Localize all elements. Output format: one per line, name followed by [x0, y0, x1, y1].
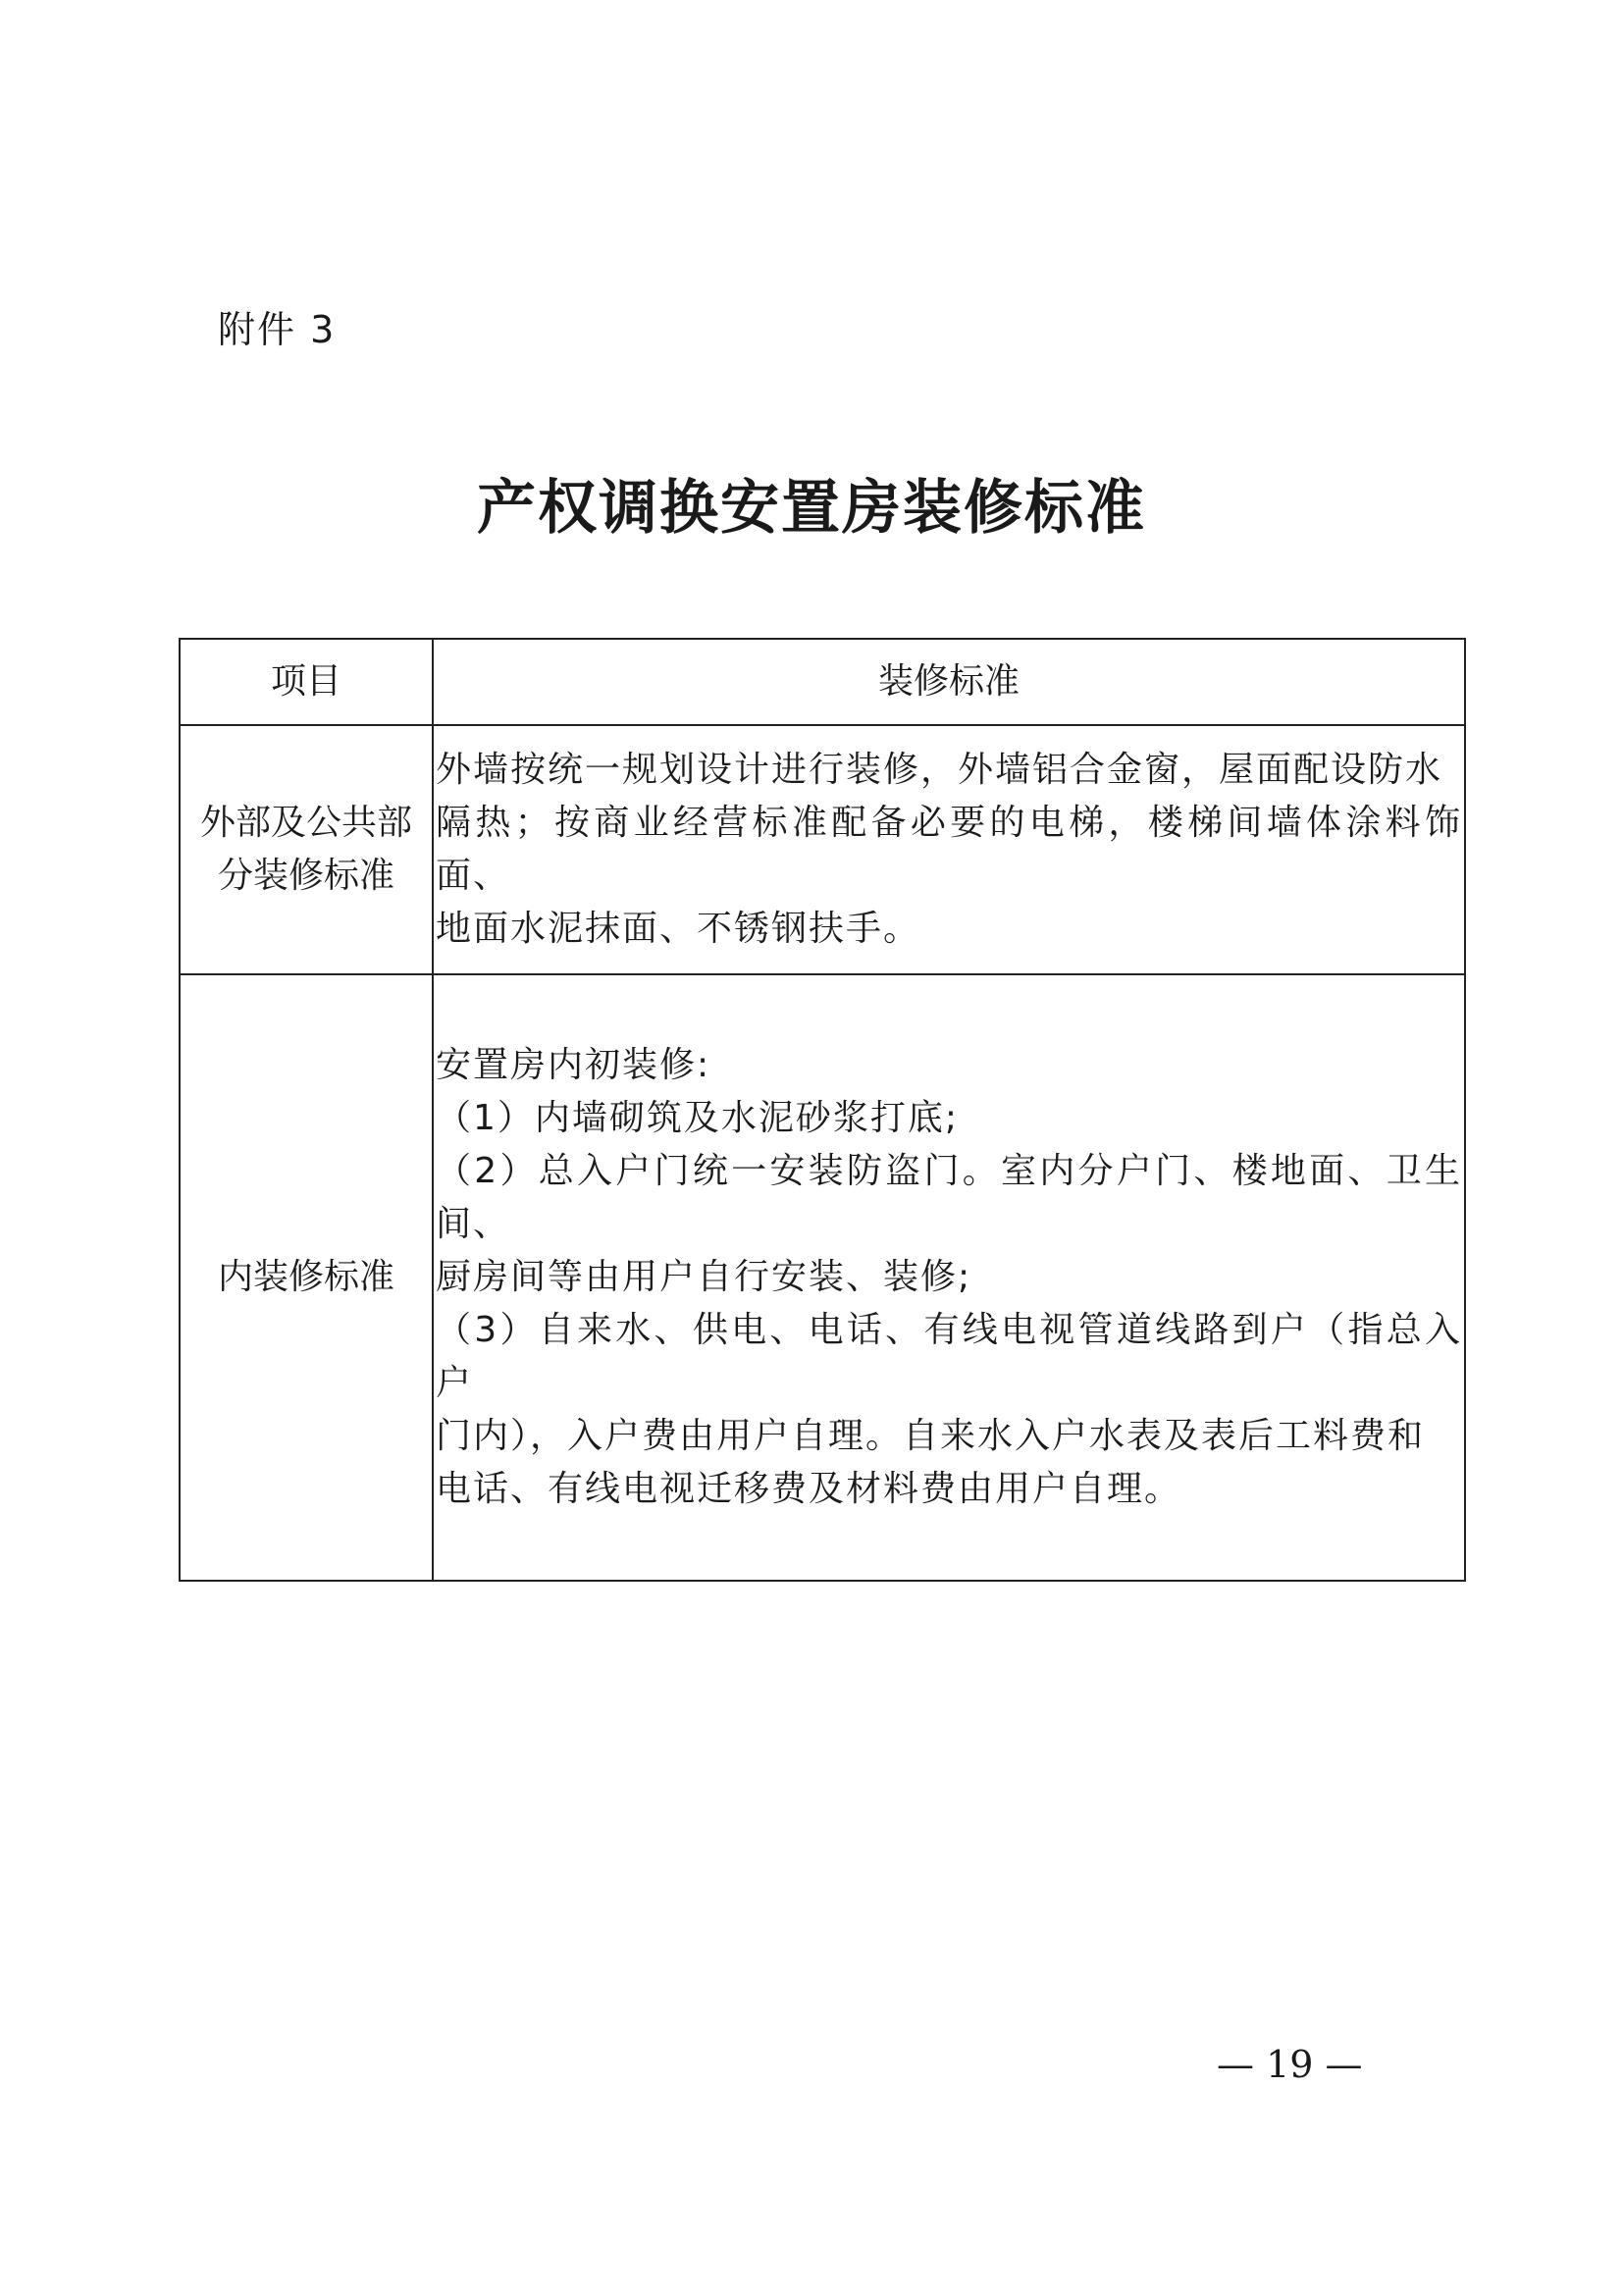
row-standard-cell — [433, 974, 1465, 1581]
decoration-standard-table — [179, 638, 1466, 1582]
row-item-cell — [180, 974, 433, 1581]
standard-text-line: 隔热；按商业经营标准配备必要的电梯，楼梯间墙体涂料饰面、 — [436, 803, 1462, 896]
header-standard: 装修标准 — [433, 639, 1465, 725]
page-number: — 19 — — [1217, 2043, 1363, 2086]
standard-text-line: （2）总入户门统一安装防盗门。室内分户门、楼地面、卫生间、 — [436, 1151, 1462, 1244]
standard-text-line: （1）内墙砌筑及水泥砂浆打底; — [436, 1098, 960, 1138]
row-standard-cell — [433, 725, 1465, 974]
standard-text-line: 外墙按统一规划设计进行装修，外墙铝合金窗，屋面配设防水 — [436, 750, 1443, 790]
standard-text-line: 门内），入户费由用户自理。自来水入户水表及表后工料费和 — [436, 1416, 1426, 1456]
standard-text-line: （3）自来水、供电、电话、有线电视管道线路到户（指总入户 — [436, 1310, 1462, 1403]
attachment-label: 附件 3 — [218, 308, 337, 351]
standard-text-line: 安置房内初装修: — [436, 1045, 711, 1085]
row-item-cell — [180, 725, 433, 974]
table-row — [180, 974, 1465, 1581]
header-item: 项目 — [180, 639, 433, 725]
table-row — [180, 725, 1465, 974]
table-header-row — [180, 639, 1465, 725]
item-text-line: 分装修标准 — [217, 856, 394, 896]
item-text-line: 内装修标准 — [217, 1257, 394, 1297]
standard-text-line: 厨房间等由用户自行安装、装修; — [436, 1257, 972, 1297]
standard-text-line: 地面水泥抹面、不锈钢扶手。 — [436, 909, 921, 949]
standard-text-line: 电话、有线电视迁移费及材料费由用户自理。 — [436, 1469, 1182, 1509]
document-title: 产权调换安置房装修标准 — [477, 474, 1146, 543]
item-text-line: 外部及公共部 — [199, 803, 412, 843]
